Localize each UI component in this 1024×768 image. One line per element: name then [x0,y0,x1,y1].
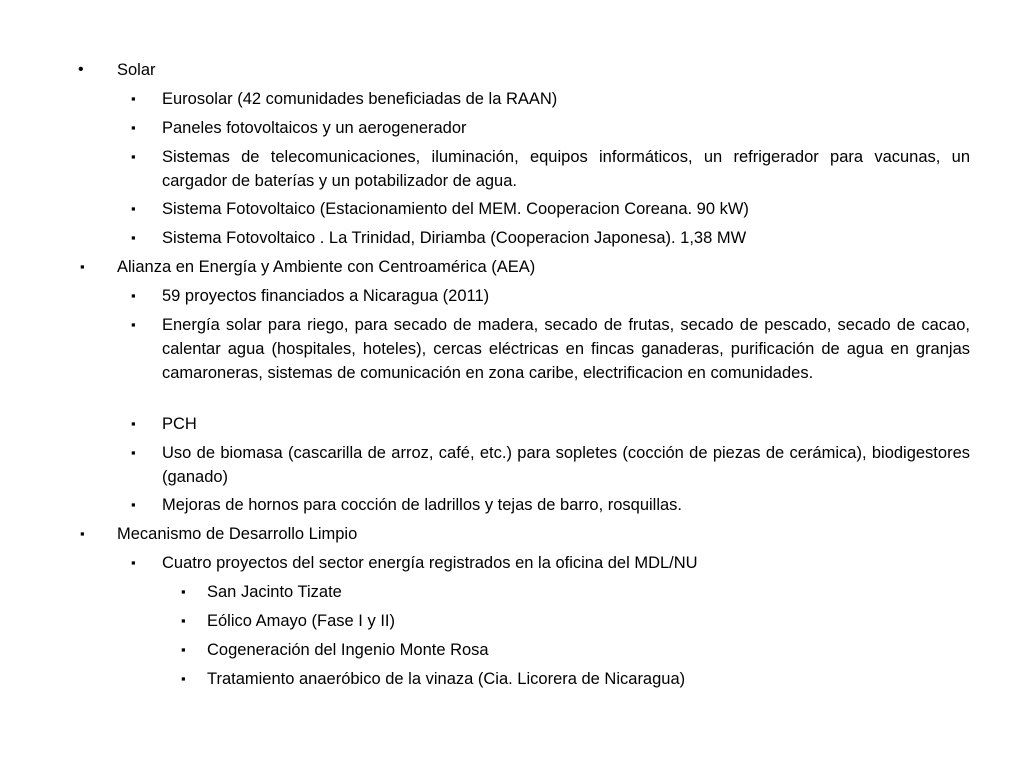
list-item: Uso de biomasa (cascarilla de arroz, café, etc.) para sopletes (cocción de piezas de cerámica), biodigestores (ganado) [162,444,970,486]
bullet-icon: ▪ [181,613,186,628]
list-item: Cuatro proyectos del sector energía registrados en la oficina del MDL/NU [162,554,698,572]
list-item: PCH [162,415,197,433]
list-item: Alianza en Energía y Ambiente con Centroamérica (AEA) [117,258,536,276]
list-item: 59 proyectos financiados a Nicaragua (2011) [162,287,490,305]
list-item: Solar [117,61,156,79]
bullet-icon: ▪ [131,91,136,106]
bullet-icon: ▪ [181,584,186,599]
list-item: Sistema Fotovoltaico (Estacionamiento del MEM. Cooperacion Coreana. 90 kW) [162,200,749,218]
bullet-icon: ▪ [80,526,85,541]
list-item: Sistema Fotovoltaico . La Trinidad, Diriamba (Cooperacion Japonesa). 1,38 MW [162,229,747,247]
list-item: Energía solar para riego, para secado de madera, secado de frutas, secado de pescado, secado de cacao, calentar agua (hospitales, hoteles), cercas eléctricas en fincas ganaderas, purificación de agua en granjas camaroneras, sistemas de comunicación en zona caribe, electrificacion en comunidades. [162,316,970,382]
list-item: Mecanismo de Desarrollo Limpio [117,525,358,543]
bullet-icon: • [78,61,84,78]
bullet-icon: ▪ [131,555,136,570]
bullet-icon: ▪ [131,149,136,164]
list-item: Cogeneración del Ingenio Monte Rosa [207,641,489,659]
list-item: Sistemas de telecomunicaciones, iluminación, equipos informáticos, un refrigerador para vacunas, un cargador de baterías y un potabilizador de agua. [162,148,970,190]
list-item: Mejoras de hornos para cocción de ladrillos y tejas de barro, rosquillas. [162,496,683,514]
bullet-icon: ▪ [80,259,85,274]
bullet-icon: ▪ [131,416,136,431]
bullet-icon: ▪ [131,497,136,512]
bullet-icon: ▪ [131,120,136,135]
bullet-icon: ▪ [181,671,186,686]
list-item: Tratamiento anaeróbico de la vinaza (Cia. Licorera de Nicaragua) [207,670,686,688]
bullet-icon: ▪ [131,288,136,303]
list-item: Eurosolar (42 comunidades beneficiadas de la RAAN) [162,90,558,108]
bullet-icon: ▪ [181,642,186,657]
bullet-icon: ▪ [131,230,136,245]
list-item: San Jacinto Tizate [207,583,342,601]
bullet-icon: ▪ [131,445,136,460]
list-item: Eólico Amayo (Fase I y II) [207,612,395,630]
bullet-icon: ▪ [131,201,136,216]
list-item: Paneles fotovoltaicos y un aerogenerador [162,119,467,137]
bullet-icon: ▪ [131,317,136,332]
